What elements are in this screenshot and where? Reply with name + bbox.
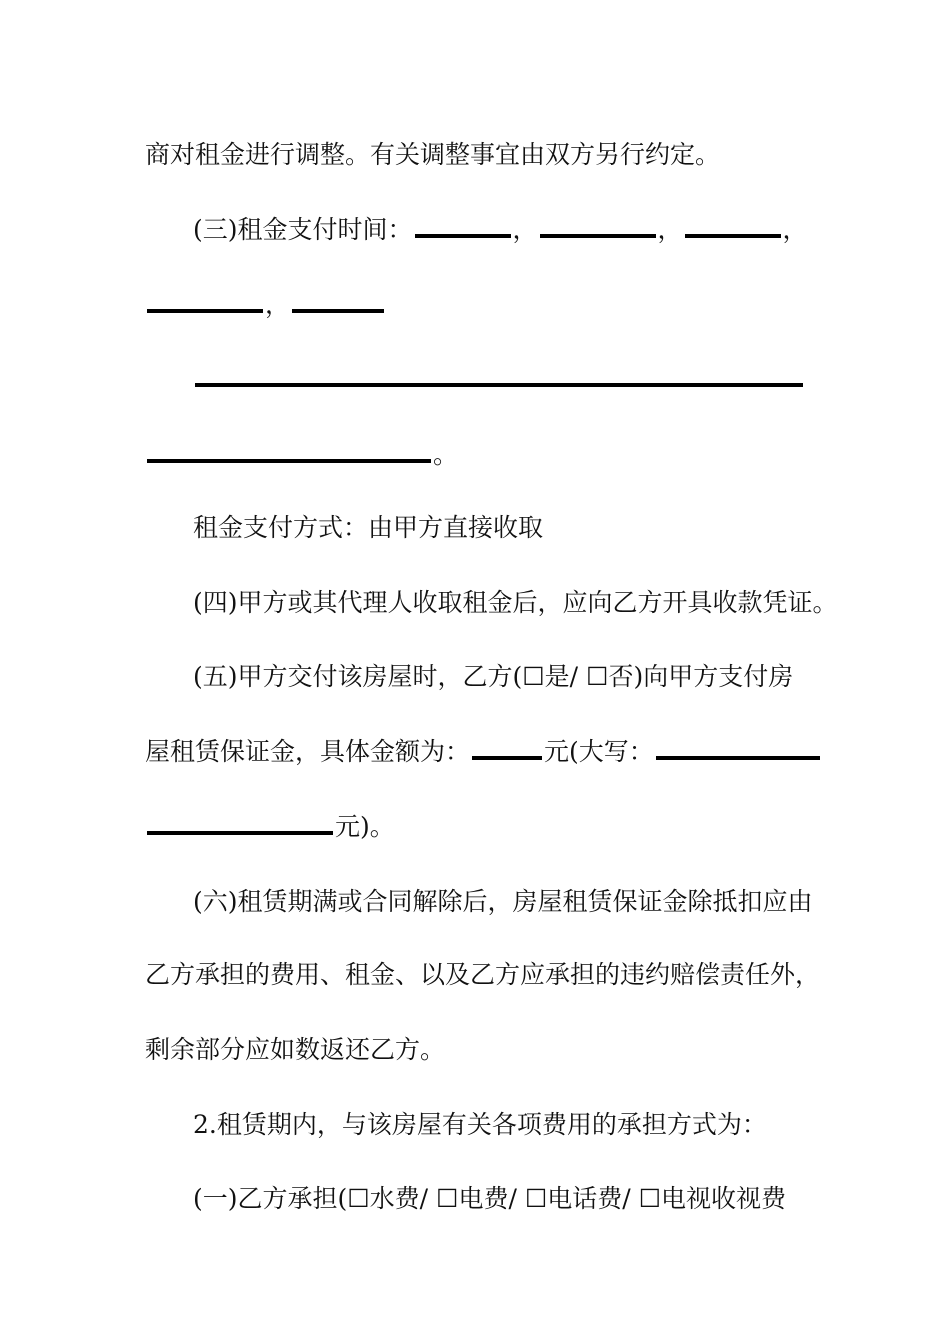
- fill-blank: [195, 365, 803, 387]
- deposit-amount-capital-label: 元(大写：: [544, 737, 654, 766]
- comma: ，: [657, 215, 683, 244]
- comma: ，: [512, 215, 538, 244]
- fill-blank: [472, 738, 542, 760]
- paragraph-line: 剩余部分应如数返还乙方。: [145, 1035, 446, 1064]
- fill-blank: [292, 291, 384, 313]
- clause-5: (五)甲方交付该房屋时，乙方(☐是/ ☐否)向甲方支付房: [193, 662, 794, 691]
- fill-blank: [656, 738, 820, 760]
- clause-6: (六)租赁期满或合同解除后，房屋租赁保证金除抵扣应由: [193, 887, 813, 916]
- clause-4: (四)甲方或其代理人收取租金后，应向乙方开具收款凭证。: [193, 588, 838, 617]
- period: 。: [433, 440, 459, 469]
- fill-blank: [147, 441, 431, 463]
- long-blank-line-end: [145, 440, 458, 470]
- comma: ，: [265, 290, 291, 319]
- deposit-amount-label: 屋租赁保证金，具体金额为：: [145, 737, 471, 766]
- rent-payment-time-label: (三)租金支付时间：: [193, 215, 413, 244]
- paragraph-line: 乙方承担的费用、租金、以及乙方应承担的违约赔偿责任外，: [145, 960, 821, 989]
- fill-blank: [540, 216, 656, 238]
- deposit-amount-line: [145, 737, 822, 767]
- fill-blank: [685, 216, 781, 238]
- rent-payment-time-line: [193, 215, 808, 245]
- section-2-heading: 2.租赁期内，与该房屋有关各项费用的承担方式为：: [193, 1110, 767, 1139]
- fill-blank: [147, 291, 263, 313]
- paragraph-line: 商对租金进行调整。有关调整事宜由双方另行约定。: [145, 140, 721, 169]
- rent-payment-method: 租金支付方式：由甲方直接收取: [193, 513, 544, 542]
- rent-payment-time-continued: [145, 290, 386, 320]
- clause-2-1: (一)乙方承担(☐水费/ ☐电费/ ☐电话费/ ☐电视收视费: [193, 1184, 787, 1213]
- deposit-amount-end: 元)。: [335, 812, 395, 841]
- fill-blank: [147, 813, 333, 835]
- fill-blank: [415, 216, 511, 238]
- long-blank-line: [193, 364, 805, 394]
- deposit-amount-continued: [145, 812, 395, 842]
- comma: ，: [782, 215, 808, 244]
